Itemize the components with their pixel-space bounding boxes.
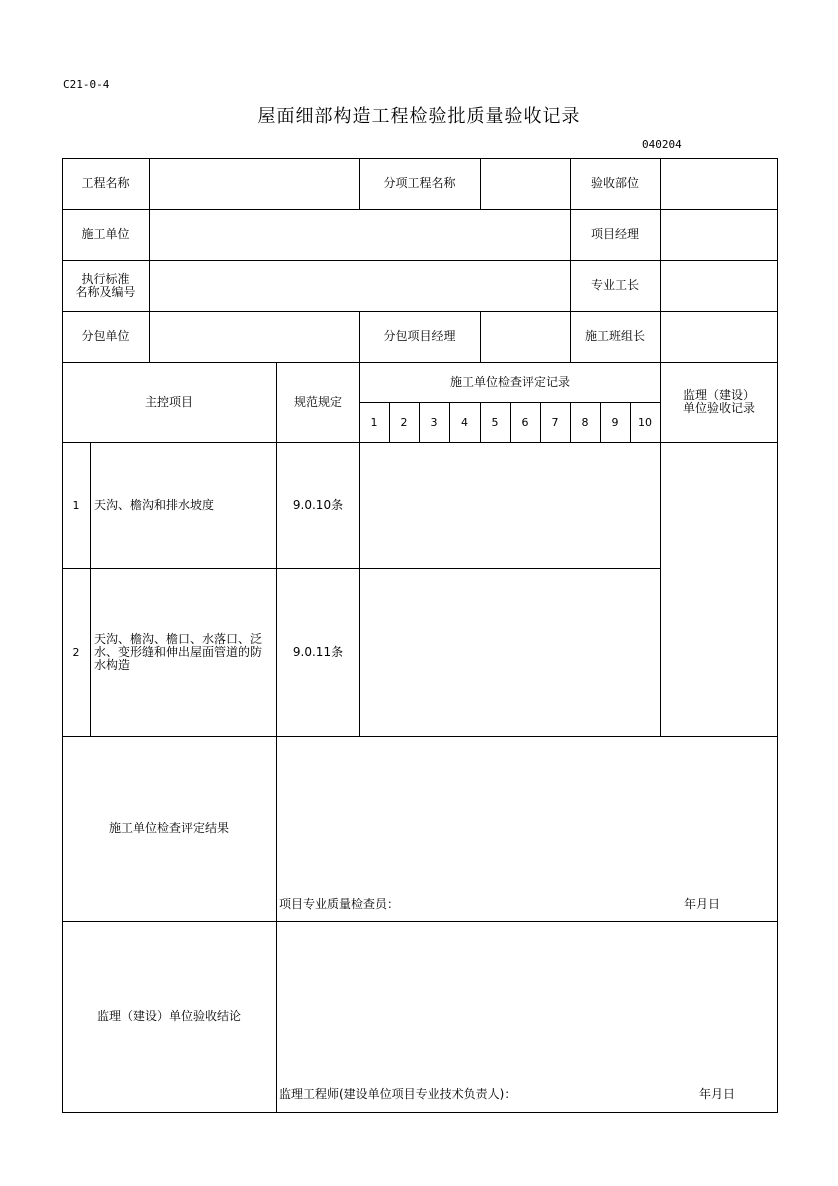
item-1-record-field[interactable] [360,443,660,568]
spec-header: 规范规定 [293,394,342,409]
page-title: 屋面细部构造工程检验批质量验收记录 [257,106,581,127]
check-column-10: 10 [638,416,652,429]
quality-inspector-signature: 项目专业质量检查员： [279,897,400,911]
item-2-spec: 9.0.11条 [292,644,344,659]
foreman-label: 专业工长 [590,278,639,292]
construction-record-header: 施工单位检查评定记录 [449,374,570,389]
subcontractor-label: 分包单位 [81,329,130,343]
main-items-header: 主控项目 [144,394,193,409]
standard-label: 执行标准 名称及编号 [75,271,136,299]
subcontractor-field[interactable] [150,311,359,362]
check-column-9: 9 [611,416,619,429]
supervision-record-header: 监理（建设） 单位验收记录 [682,388,755,415]
construction-unit-label: 施工单位 [81,227,130,241]
team-leader-field[interactable] [661,311,777,362]
construction-unit-field[interactable] [150,209,570,260]
sub-project-name-field[interactable] [481,158,570,209]
team-leader-label: 施工班组长 [584,329,645,343]
check-column-4: 4 [461,416,468,429]
result-label: 施工单位检查评定结果 [108,821,229,835]
item-1-number: 1 [72,498,80,512]
project-name-label: 工程名称 [81,176,130,190]
result-field[interactable] [277,737,777,887]
sub-project-name-label: 分项工程名称 [383,176,456,190]
sub-project-manager-label: 分包项目经理 [383,329,456,343]
foreman-field[interactable] [661,260,777,311]
check-column-8: 8 [581,416,589,429]
standard-field[interactable] [150,260,570,311]
result-date: 年月日 [684,897,721,911]
form-number: 040204 [642,138,682,151]
acceptance-part-field[interactable] [661,158,777,209]
supervision-record-field[interactable] [661,443,777,736]
check-column-6: 6 [521,416,529,429]
conclusion-date: 年月日 [699,1087,736,1101]
project-name-field[interactable] [150,158,359,209]
supervision-engineer-signature: 监理工程师(建设单位项目专业技术负责人)： [279,1087,517,1101]
check-column-3: 3 [430,416,438,429]
form-code: C21-0-4 [63,78,110,91]
acceptance-part-label: 验收部位 [590,176,639,190]
check-column-7: 7 [551,416,559,429]
project-manager-label: 项目经理 [590,227,639,241]
conclusion-field[interactable] [277,922,777,1077]
item-2-description: 天沟、檐沟、檐口、水落口、泛水、变形缝和伸出屋面管道的防水构造 [94,631,263,672]
check-column-2: 2 [400,416,408,429]
check-column-5: 5 [491,416,499,429]
item-1-spec: 9.0.10条 [292,497,344,512]
check-column-1: 1 [370,416,378,429]
item-1-description: 天沟、檐沟和排水坡度 [94,497,215,512]
item-2-record-field[interactable] [360,569,660,736]
project-manager-field[interactable] [661,209,777,260]
conclusion-label: 监理（建设）单位验收结论 [96,1009,241,1023]
sub-project-manager-field[interactable] [481,311,570,362]
item-2-number: 2 [72,645,80,659]
